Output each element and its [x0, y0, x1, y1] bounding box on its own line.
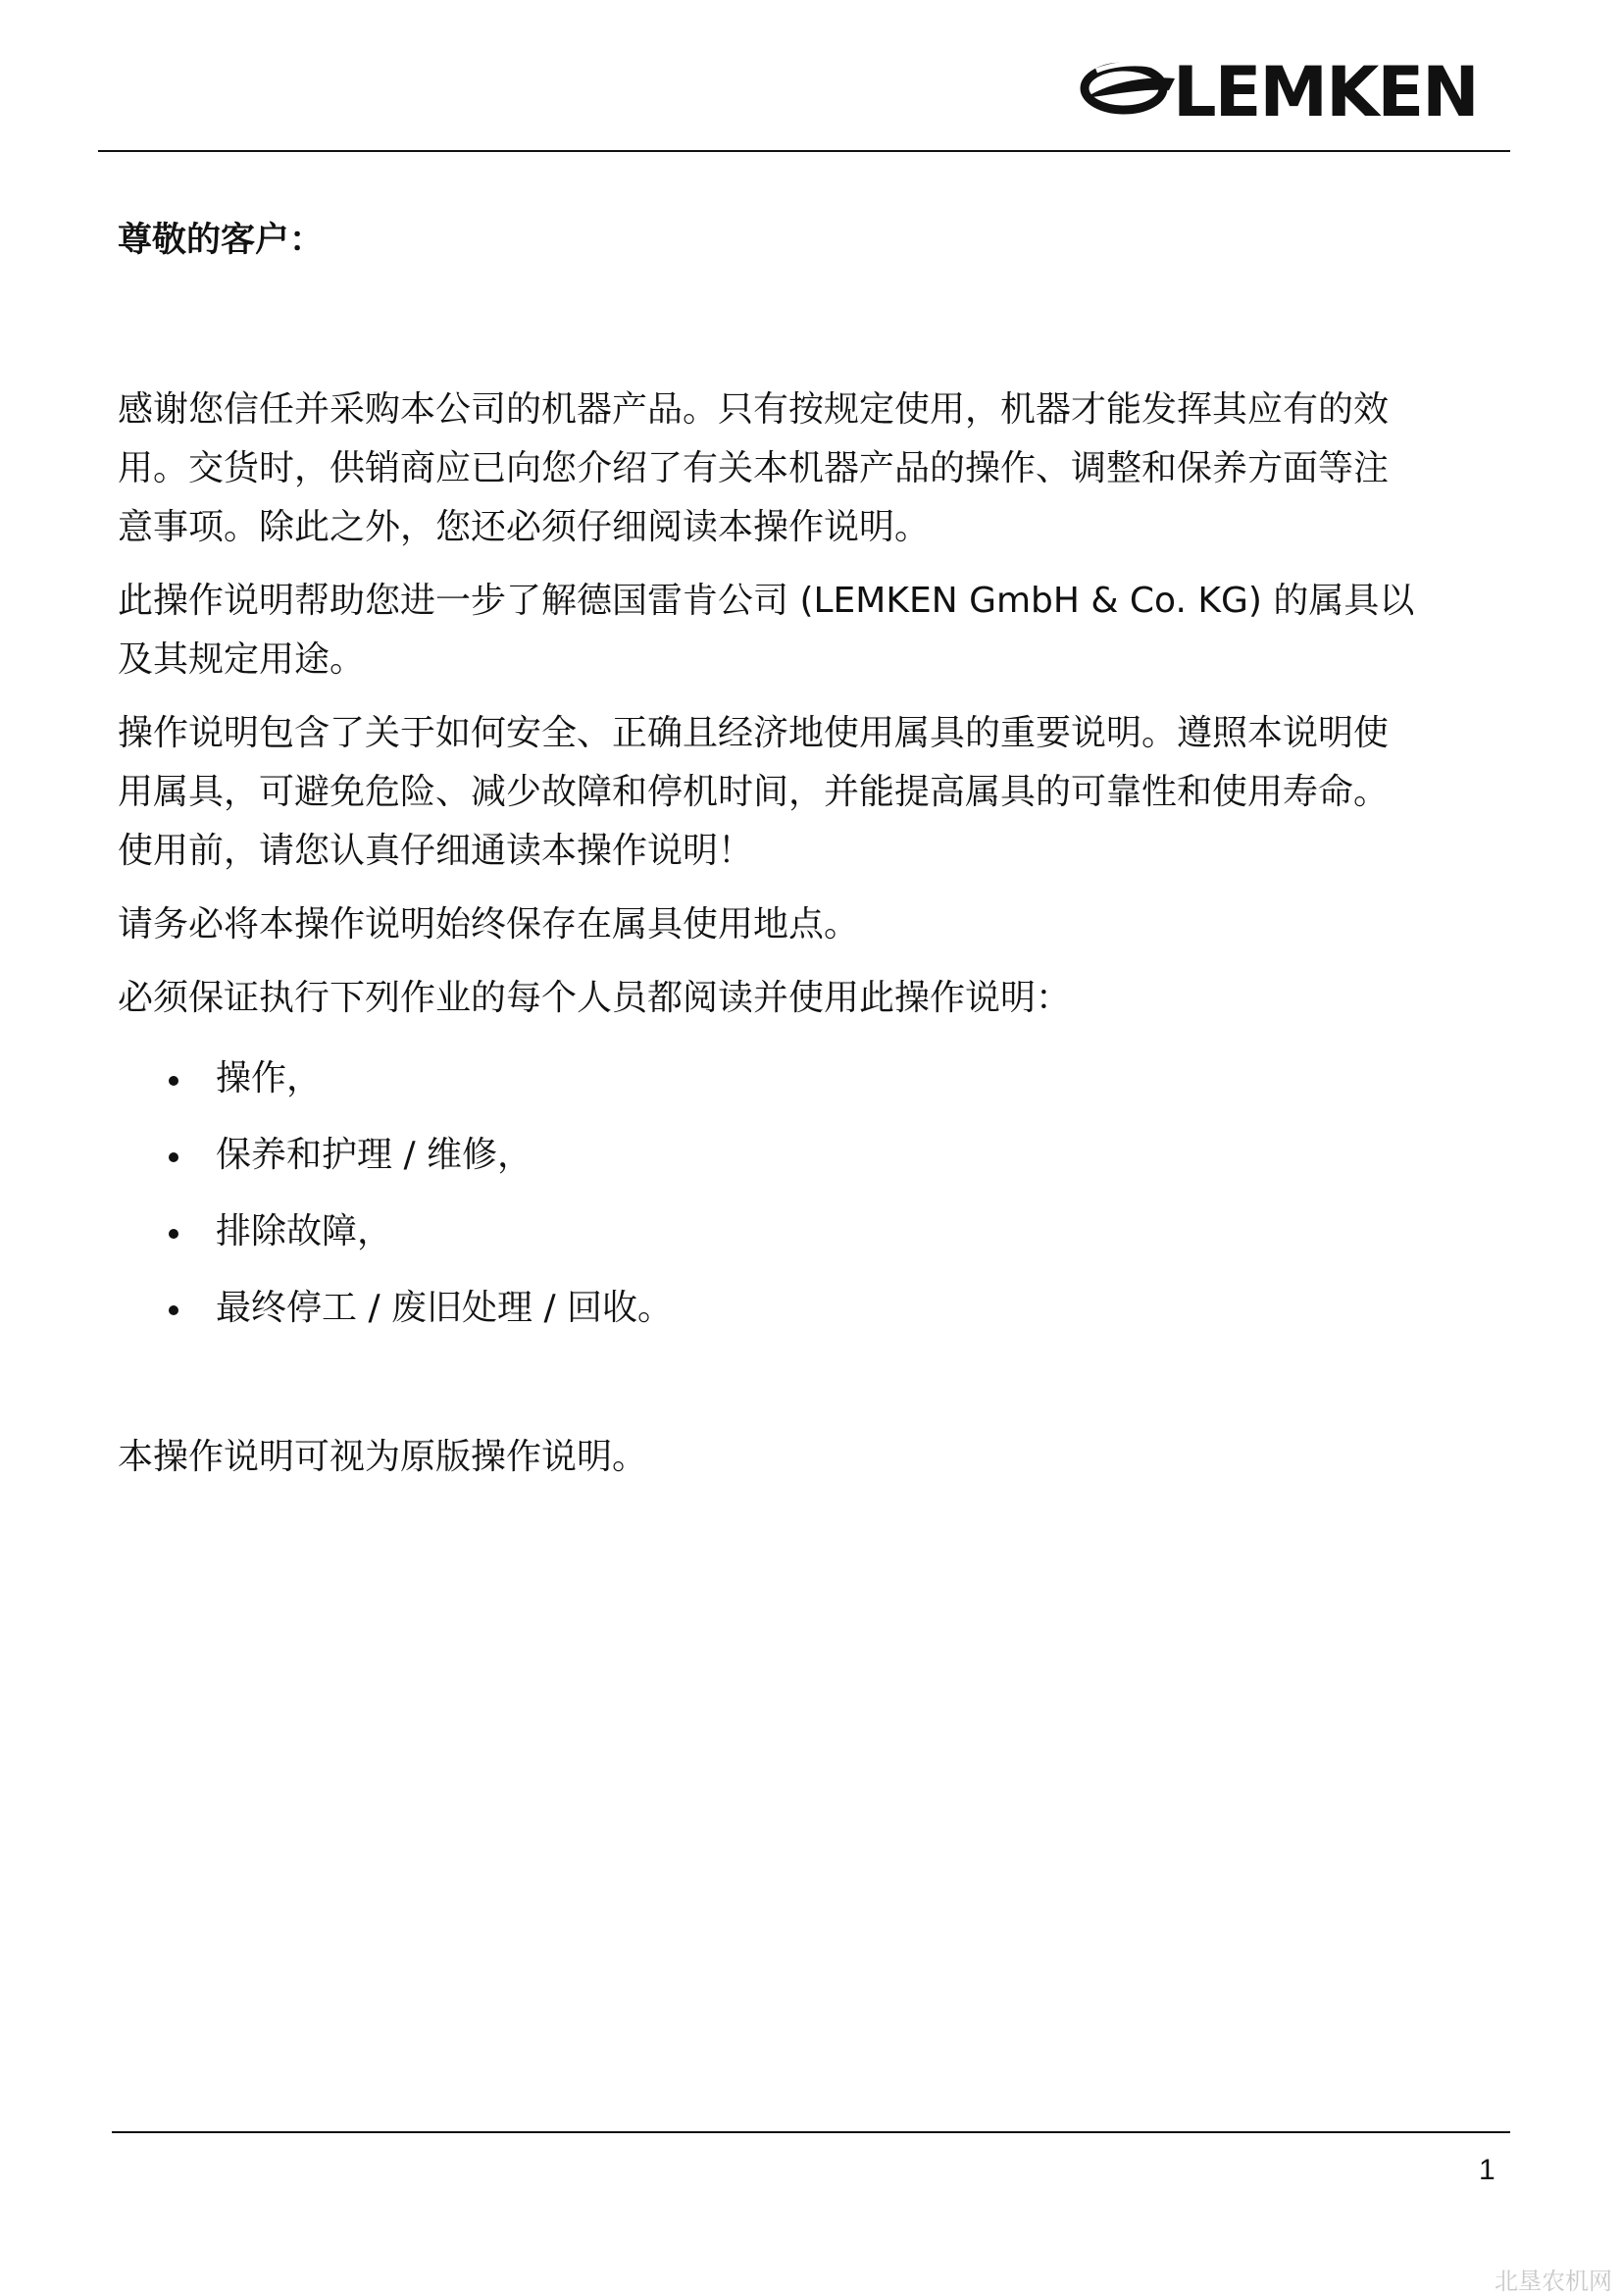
paragraph-purpose	[118, 572, 1510, 689]
list-item	[118, 1202, 1510, 1261]
paragraph-line: 感谢您信任并采购本公司的机器产品。只有按规定使用，机器才能发挥其应有的效	[118, 389, 1390, 430]
paragraph-line: 用。交货时，供销商应已向您介绍了有关本机器产品的操作、调整和保养方面等注	[118, 448, 1390, 488]
paragraph-thanks	[118, 381, 1510, 557]
list-item	[118, 1126, 1510, 1185]
paragraph-requirement	[118, 969, 1510, 1028]
paragraph-storage	[118, 895, 1510, 954]
list-item-text: 操作，	[216, 1058, 323, 1098]
list-item	[118, 1279, 1510, 1338]
paragraph-line: 必须保证执行下列作业的每个人员都阅读并使用此操作说明：	[118, 978, 1072, 1018]
paragraph-line: 使用前，请您认真仔细通读本操作说明！	[118, 831, 754, 871]
lemken-emblem-icon	[1085, 64, 1175, 110]
list-item	[118, 1049, 1510, 1108]
paragraph-line: 此操作说明帮助您进一步了解德国雷肯公司 (LEMKEN GmbH & Co. KG) 的属具以	[118, 581, 1415, 621]
bullet-icon	[169, 1076, 178, 1086]
letter-body	[118, 218, 1510, 1487]
paragraph-line: 操作说明包含了关于如何安全、正确且经济地使用属具的重要说明。遵照本说明使	[118, 713, 1390, 753]
list-item-text: 最终停工 / 废旧处理 / 回收。	[216, 1288, 674, 1328]
bullet-icon	[169, 1152, 178, 1162]
list-item-text: 保养和护理 / 维修，	[216, 1135, 533, 1175]
task-list	[118, 1049, 1510, 1338]
paragraph-line: 用属具，可避免危险、减少故障和停机时间，并能提高属具的可靠性和使用寿命。	[118, 772, 1390, 812]
list-item-text: 排除故障，	[216, 1211, 393, 1251]
lemken-wordmark: LEMKEN	[1173, 52, 1478, 132]
paragraph-line: 及其规定用途。	[118, 639, 366, 680]
footer-divider	[112, 2131, 1510, 2133]
paragraph-safety	[118, 704, 1510, 881]
bullet-icon	[169, 1229, 178, 1239]
header-divider	[98, 150, 1510, 152]
paragraph-line: 意事项。除此之外，您还必须仔细阅读本操作说明。	[118, 507, 931, 547]
site-watermark: 北垦农机网	[1495, 2268, 1612, 2295]
paragraph-closing: 本操作说明可视为原版操作说明。	[118, 1437, 648, 1477]
bullet-icon	[169, 1305, 178, 1315]
greeting: 尊敬的客户：	[118, 221, 325, 260]
page-number: 1	[1479, 2154, 1495, 2186]
paragraph-line: 请务必将本操作说明始终保存在属具使用地点。	[118, 904, 860, 944]
lemken-logo	[1077, 39, 1498, 137]
